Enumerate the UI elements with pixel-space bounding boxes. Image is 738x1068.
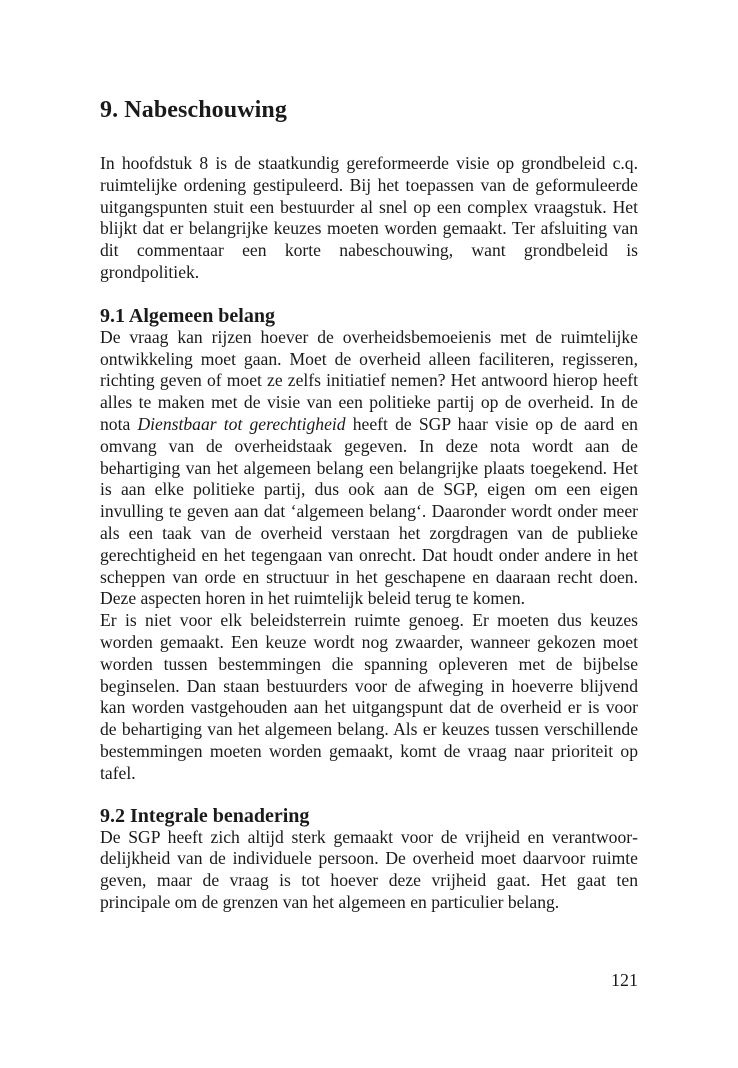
document-page [100,94,638,914]
section-heading-integrale-benadering: 9.2 Integrale benadering [100,804,310,827]
section1-paragraph-1 [100,327,638,610]
section1-paragraph-2: Er is niet voor elk beleidsterrein ruimte genoeg. Er moeten dus keuzes worden gemaakt. Een keuze wordt nog zwaarder, wanneer gekozen moet worden tussen bestemmingen die spanning opleveren met de bijbelse beginselen. Dan staan bestuurders voor de afweging in hoeverre blijvend kan worden vastgehouden aan het uitgangspunt dat de overheid er is voor de behartiging van het algemeen belang. Als er keuzes tussen verschillende bestemmingen moeten worden gemaakt, komt de vraag naar prioriteit op tafel. [100,610,638,783]
chapter-title: 9. Nabeschouwing [100,97,287,123]
section1-p1-text-b: heeft de SGP haar visie op de aard en omvang van de overheidstaak gegeven. In deze nota wordt aan de behartiging van het algemeen belang een belangrijke plaats toegekend. Het is aan elke politieke partij, dus ook aan de SGP, eigen om een eigen invulling te geven aan dat ‘algemeen belang‘. Daaronder wordt onder meer als een taak van de overheid verstaan het zorgdragen van de publieke gerechtigheid en het tegengaan van onrecht. Dat houdt onder andere in het scheppen van orde en structuur in het geschapene en daaraan recht doen. Deze aspecten horen in het ruimtelijk beleid terug te komen. [100,413,638,609]
section1-p1-text-a: De vraag kan rijzen hoever de overheidsbemoeienis met de ruimtelijke ontwikkeling moet gaan. Moet de overheid alleen faciliteren, regisseren, richting geven of moet ze zelfs initiatief nemen? Het antwoord hierop heeft alles te maken met de visie van een politieke partij op de overheid. In de nota [100,326,638,434]
section-heading-algemeen-belang: 9.1 Algemeen belang [100,304,275,327]
intro-paragraph: In hoofdstuk 8 is de staatkundig gereformeerde visie op grondbeleid c.q. ruimtelijke ordening gestipuleerd. Bij het toepassen van de geformuleerde uitgangspunten stuit een bestuurder al snel op een complex vraagstuk. Het blijkt dat er belangrijke keuzes moeten worden gemaakt. Ter afsluiting van dit commentaar een korte nabeschouwing, want grondbeleid is grondpolitiek. [100,153,638,282]
nota-title: Dienstbaar tot gerechtigheid [137,413,346,434]
page-number: 121 [611,970,638,990]
section2-paragraph-1: De SGP heeft zich altijd sterk gemaakt voor de vrijheid en verantwoordelijkheid van de individuele persoon. De overheid moet daarvoor ruimte geven, maar de vraag is tot hoever deze vrijheid gaat. Het gaat ten principale om de grenzen van het algemeen en particulier belang. [100,826,638,912]
